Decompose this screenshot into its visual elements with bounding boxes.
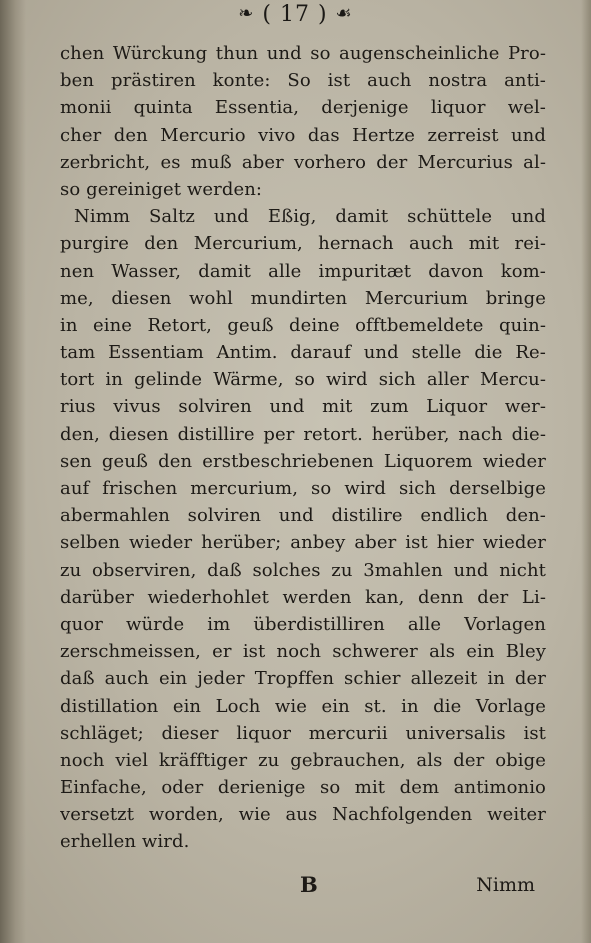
text-line: zerbricht, es muß aber vorhero der Mercurius al- [60,151,546,173]
text-line: schläget; dieser liquor mercurii universalis ist [60,722,546,744]
page-edge-shadow [581,0,591,943]
text-line: auf frischen mercurium, so wird sich derselbige [60,478,546,499]
text-line: cher den Mercurio vivo das Hertze zerreist und [60,124,546,146]
page-number: ( 17 ) [262,2,328,27]
text-line: in eine Retort, geuß deine offtbemeldete quin- [60,314,546,336]
text-line: quor würde im überdistilliren alle Vorlagen [60,613,546,635]
text-line: Einfache, oder derienige so mit dem antimonio [60,777,546,799]
text-line: selben wieder herüber; anbey aber ist hier wieder [60,532,546,554]
text-line: zerschmeissen, er ist noch schwerer als ein Bley [60,641,546,663]
page-header [0,2,591,27]
text-line: daß auch ein jeder Tropffen schier allezeit in der [60,668,546,690]
text-line: versetzt worden, wie aus Nachfolgenden weiter [60,804,546,826]
text-line: den, diesen distillire per retort. herüber, nach die- [60,423,546,445]
text-line: rius vivus solviren und mit zum Liquor wer- [60,396,546,418]
text-line: erhellen wird. [60,831,190,853]
text-line: abermahlen solviren und distilire endlich den- [60,505,546,527]
ornament-right-icon: ☙ [335,3,353,24]
text-line: noch viel kräfftiger zu gebrauchen, als der obige [60,749,546,771]
text-line: chen Würckung thun und so augenscheinliche Pro- [60,43,546,64]
text-line: sen geuß den erstbeschriebenen Liquorem wieder [60,450,546,472]
ornament-left-icon: ❧ [238,3,255,24]
text-line: so gereiniget werden: [60,178,263,200]
text-line: purgire den Mercurium, hernach auch mit rei- [60,233,546,255]
text-line: darüber wiederhohlet werden kan, denn der Li- [60,586,546,608]
text-line: tort in gelinde Wärme, so wird sich aller Mercu- [60,369,546,391]
text-line: ben prästiren konte: So ist auch nostra anti- [60,70,546,92]
text-line: monii quinta Essentia, derjenige liquor wel- [60,97,546,119]
gutter-shadow [0,0,26,943]
page-footer [0,872,591,902]
text-line: nen Wasser, damit alle impuritæt davon kom- [60,260,546,282]
signature-mark: B [300,872,318,897]
catchword: Nimm [476,874,535,896]
body-text [60,40,546,856]
text-line: distillation ein Loch wie ein st. in die Vorlage [60,695,546,717]
text-line: me, diesen wohl mundirten Mercurium bringe [60,287,546,309]
text-line: zu observiren, daß solches zu 3mahlen und nicht [60,559,546,581]
text-line: Nimm Saltz und Eßig, damit schüttele und [74,206,546,228]
text-line: tam Essentiam Antim. darauf und stelle die Re- [60,342,546,364]
